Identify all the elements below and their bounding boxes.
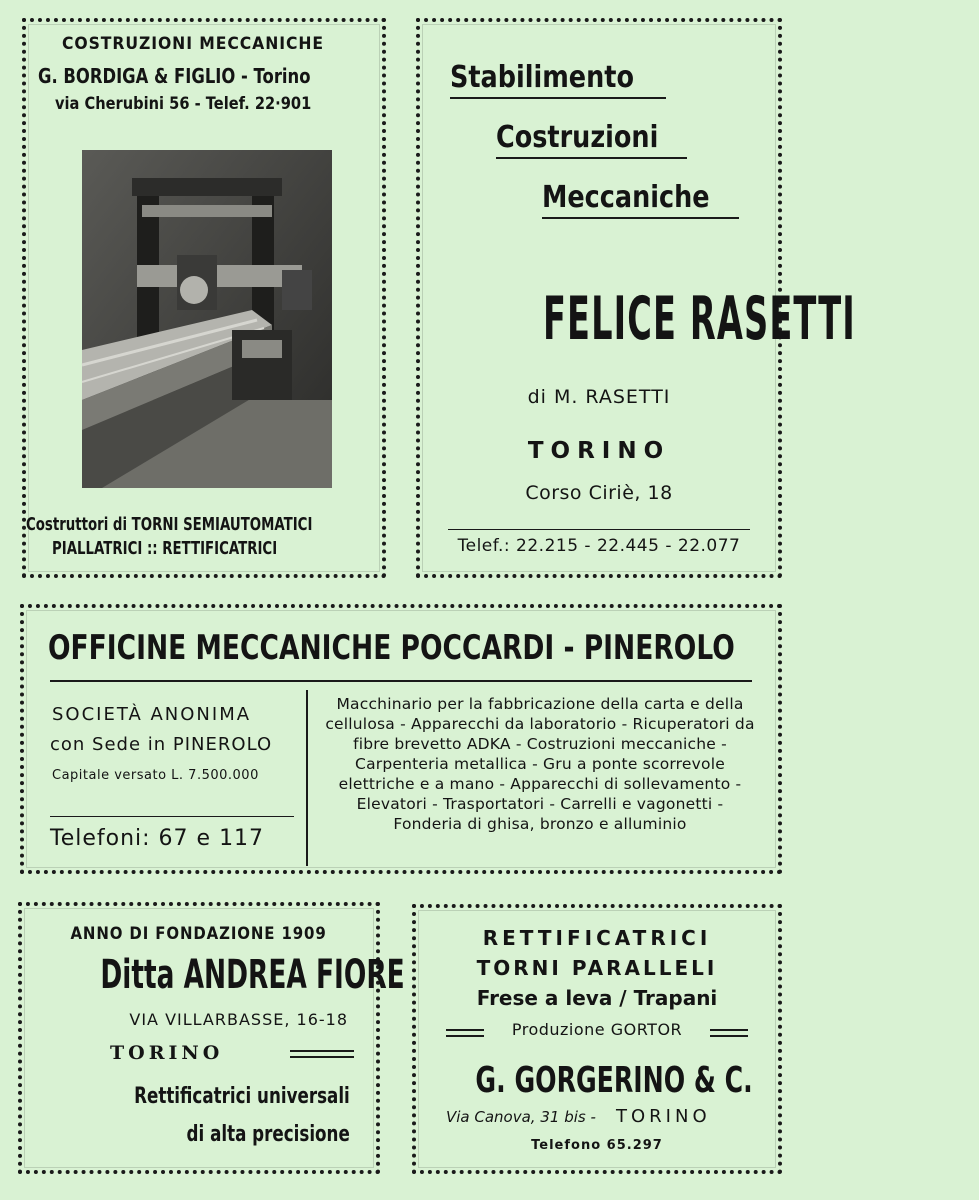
poccardi-phones: Telefoni: 67 e 117 — [50, 826, 265, 851]
rasetti-city: TORINO — [527, 438, 671, 464]
rasetti-phones: Telef.: 22.215 - 22.445 - 22.077 — [457, 536, 741, 556]
fiore-product-line2: di alta precisione — [186, 1122, 350, 1147]
poccardi-company-type: SOCIETÀ ANONIMA — [52, 704, 252, 725]
machine-illustration — [82, 150, 332, 488]
ad-gorgerino — [412, 904, 782, 1174]
fiore-product-line1: Rettificatrici universali — [134, 1084, 350, 1109]
poccardi-title-rule — [50, 680, 752, 682]
poccardi-description: Macchinario per la fabbricazione della carta e della cellulosa - Apparecchi da laboratorio - Ricuperatori da fibre brevetto ADKA - Costruzioni meccaniche - Carpenteria metallica - Gru a ponte scorrevole elettriche e a mano - Apparecchi di sollevamento - Elevatori - Trasportatori - Carrelli e vagonetti - Fonderia di ghisa, bronzo e alluminio — [325, 695, 755, 833]
gorgerino-phone: Telefono 65.297 — [531, 1138, 663, 1153]
bordiga-products-line2: PIALLATRICI :: RETTIFICATRICI — [51, 538, 278, 559]
poccardi-seat: con Sede in PINEROLO — [50, 734, 273, 755]
poccardi-title: OFFICINE MECCANICHE POCCARDI - PINEROLO — [48, 628, 735, 668]
bordiga-address: via Cherubini 56 - Telef. 22·901 — [55, 94, 312, 114]
poccardi-capital: Capitale versato L. 7.500.000 — [52, 768, 259, 783]
fiore-company-name: Ditta ANDREA FIORE — [100, 952, 405, 998]
gorgerino-company-name: G. GORGERINO & C. — [475, 1060, 753, 1101]
lathe-machine-photo — [82, 150, 332, 488]
fiore-address: VIA VILLARBASSE, 16-18 — [129, 1010, 348, 1029]
gorgerino-product-line3: Frese a leva / Trapani — [476, 986, 718, 1010]
poccardi-column-divider — [306, 690, 308, 866]
ad-poccardi — [20, 604, 782, 874]
rasetti-company-name: FELICE RASETTI — [542, 284, 856, 354]
rasetti-address: Corso Ciriè, 18 — [525, 482, 673, 504]
fiore-double-rule — [290, 1050, 354, 1058]
gorgerino-city: TORINO — [616, 1106, 711, 1127]
gorgerino-address: Via Canova, 31 bis - — [446, 1108, 596, 1126]
ad-bordiga — [22, 18, 386, 578]
gorgerino-right-double-rule — [710, 1029, 748, 1037]
bordiga-heading: COSTRUZIONI MECCANICHE — [61, 34, 324, 54]
rasetti-owner: di M. RASETTI — [527, 386, 671, 408]
ad-rasetti — [416, 18, 856, 578]
gorgerino-product-line1: RETTIFICATRICI — [482, 926, 712, 950]
bordiga-company-name: G. BORDIGA & FIGLIO - Torino — [37, 64, 311, 88]
fiore-city: TORINO — [110, 1042, 224, 1064]
rasetti-heading-1: Stabilimento — [450, 60, 666, 99]
poccardi-left-rule — [50, 816, 294, 817]
rasetti-heading-3: Meccaniche — [542, 180, 739, 219]
ad-fiore — [18, 902, 405, 1174]
bordiga-products-line1: Costruttori di TORNI SEMIAUTOMATICI — [26, 514, 313, 535]
gorgerino-product-line2: TORNI PARALLELI — [476, 956, 718, 980]
gorgerino-production: Produzione GORTOR — [511, 1020, 683, 1039]
rasetti-heading-2: Costruzioni — [496, 120, 687, 159]
fiore-founded: ANNO DI FONDAZIONE 1909 — [70, 924, 328, 944]
rasetti-divider — [448, 529, 750, 530]
